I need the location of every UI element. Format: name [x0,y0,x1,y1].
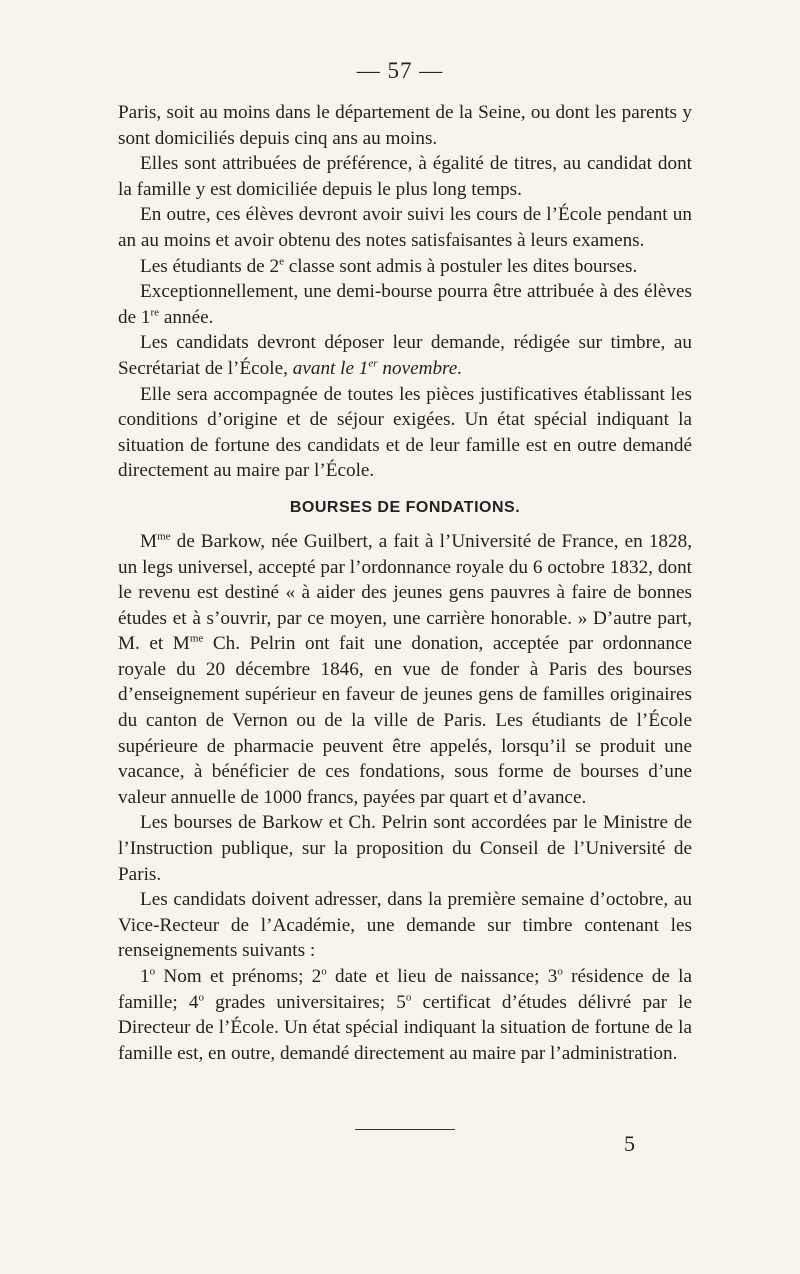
text-run: Nom et prénoms; 2 [155,966,322,987]
text-run: Les candidats doivent adresser, dans la première semaine d’octobre, au Vice-Recteur de l’Académie, une demande sur timbre contenant les renseignements suivants : [118,889,692,962]
paragraph [118,529,692,811]
text-run: Les candidats devront déposer leur demande, rédigée sur timbre, au Secrétariat de l’École, [118,332,692,379]
paragraphs-bottom [118,529,692,1066]
text-run: classe sont admis à postuler les dites bourses. [283,255,638,277]
text-run: Les étudiants de 2 [140,255,280,277]
paragraph [118,100,692,151]
text-run: Elle sera accompagnée de toutes les pièces justificatives établissant les conditions d’origine et de séjour exigées. Un état spécial indiquant la situation de fortune des candidats et de leur famille est en outre demandé directement au maire par l’École. [118,383,692,482]
superscript: o [198,991,204,1004]
text-run: Les bourses de Barkow et Ch. Pelrin sont accordées par le Ministre de l’Instruction publique, sur la proposition du Conseil de l’Université de Paris. [118,812,692,885]
superscript: er [368,357,378,370]
superscript: o [321,965,327,978]
paragraph [118,254,692,280]
paragraphs-top [118,100,692,484]
paragraph [118,151,692,202]
text-run: résidence de la famille; 4 [118,966,692,1013]
paragraph [118,964,692,1066]
end-rule [355,1129,455,1130]
superscript: me [157,530,171,543]
text-run: En outre, ces élèves devront avoir suivi les cours de l’École pendant un an au moins et avoir obtenu des notes satisfaisantes à leurs examens. [118,204,692,251]
signature-mark: 5 [624,1131,635,1156]
paragraph [118,202,692,253]
text-run: Ch. Pelrin ont fait une donation, acceptée par ordonnance royale du 20 décembre 1846, en vue de fonder à Paris des bourses d’enseignement supérieur en faveur de jeunes gens de familles originaires du canton de Vernon ou de la ville de Paris. Les étudiants de l’École supérieure de pharmacie peuvent être appelés, lorsqu’il se produit une vacance, à bénéficier de ces fondations, sous forme de bourses d’une valeur annuelle de 1000 francs, payées par quart et d’avance. [118,633,692,808]
superscript: re [150,306,160,319]
text-run: Elles sont attribuées de préférence, à égalité de titres, au candidat dont la famille y est domiciliée depuis le plus long temps. [118,153,692,200]
superscript: o [557,965,563,978]
superscript: o [405,991,412,1004]
italic-text: novembre. [377,357,463,379]
page-number-header: — 57 — [356,58,444,83]
text-run: certificat d’études délivré par le Directeur de l’École. Un état spécial indiquant la situation de fortune de la famille est, en outre, demandé directement au maire par l’administration. [118,991,692,1064]
text-run: Exceptionnellement, une demi-bourse pourra être attribuée à des élèves de 1 [118,281,692,328]
paragraph [118,382,692,484]
section-heading: BOURSES DE FONDATIONS. [289,498,521,516]
text-run: année. [159,306,214,328]
text-run: M [140,530,158,552]
superscript: me [189,632,204,645]
paragraph [118,330,692,381]
paragraph [118,279,692,330]
paragraph [118,887,692,964]
text-run: Paris, soit au moins dans le département de la Seine, ou dont les parents y sont domiciliés depuis cinq ans au moins. [118,102,692,149]
text-run: de Barkow, née Guilbert, a fait à l’Université de France, en 1828, un legs universel, accepté par l’ordonnance royale du 6 octobre 1832, dont le revenu est destiné « à aider des jeunes gens pauvres à faire de bonnes études et à s’ouvrir, par ce moyen, une carrière honorable. » D’autre part, M. et M [118,530,692,655]
paragraph [118,810,692,887]
superscript: e [279,255,284,268]
text-run: 1 [140,966,150,987]
text-run: grades universitaires; 5 [203,991,406,1013]
text-run: date et lieu de naissance; 3 [326,966,558,987]
italic-text: avant le 1 [292,357,369,379]
body-text [118,100,692,1066]
superscript: o [149,965,156,978]
